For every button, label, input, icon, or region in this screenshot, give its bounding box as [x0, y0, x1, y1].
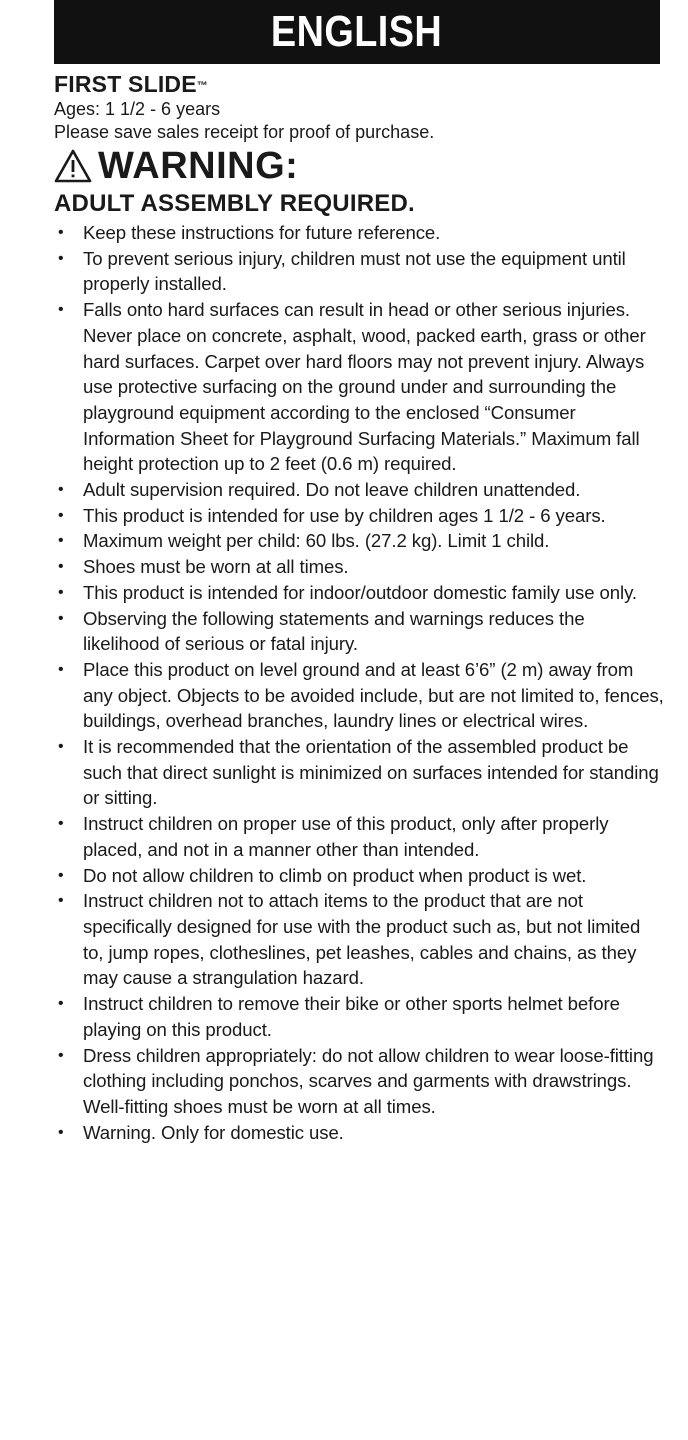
- bullet-point: •: [58, 660, 64, 678]
- bullet-point: •: [58, 558, 64, 576]
- instruction-content: [54, 70, 664, 1145]
- warning-item-text: Maximum weight per child: 60 lbs. (27.2 kg). Limit 1 child.: [83, 530, 550, 552]
- warning-list-item: [54, 606, 664, 657]
- warning-list-item: [54, 220, 664, 246]
- warning-list-item: [54, 503, 664, 529]
- age-range: Ages: 1 1/2 - 6 years: [54, 99, 221, 119]
- warning-item-text: Instruct children to remove their bike or other sports helmet before playing on this product.: [83, 993, 620, 1040]
- trademark-symbol: ™: [196, 80, 208, 92]
- bullet-point: •: [58, 609, 64, 627]
- warning-item-text: Do not allow children to climb on product when product is wet.: [83, 864, 587, 886]
- warning-item-text: Falls onto hard surfaces can result in head or other serious injuries. Never place on concrete, asphalt, wood, packed earth, grass or other hard surfaces. Carpet over hard floors may not prevent injury. Always use protective surfacing on the ground under and surrounding the playground equipment according to the enclosed “Consumer Information Sheet for Playground Surfacing Materials.” Maximum fall height protection up to 2 feet (0.6 m) required.: [83, 299, 646, 475]
- warning-list-item: [54, 246, 664, 297]
- warning-item-text: Dress children appropriately: do not allow children to wear loose-fitting clothing including ponchos, scarves and garments with drawstrings. Well-fitting shoes must be worn at all times.: [83, 1044, 654, 1117]
- warning-item-text: It is recommended that the orientation of the assembled product be such that direct sunlight is minimized on surfaces intended for standing or sitting.: [83, 736, 659, 809]
- bullet-point: •: [58, 815, 64, 833]
- adult-assembly-notice: ADULT ASSEMBLY REQUIRED.: [54, 190, 415, 217]
- warning-item-text: Keep these instructions for future reference.: [83, 222, 441, 243]
- warning-item-text: Place this product on level ground and at least 6’6” (2 m) away from any object. Objects to be avoided include, but are not limited to, fences, buildings, overhead branches, laundry lines or electrical wires.: [83, 658, 664, 732]
- language-title: ENGLISH: [271, 7, 443, 56]
- bullet-point: •: [58, 738, 64, 756]
- bullet-point: •: [58, 866, 64, 884]
- warning-list-item: [54, 811, 664, 862]
- warning-list-item: [54, 297, 664, 477]
- bullet-point: •: [58, 481, 64, 499]
- warning-list-item: [54, 554, 664, 580]
- warning-heading: [54, 144, 664, 188]
- warning-item-text: Adult supervision required. Do not leave children unattended.: [83, 479, 581, 501]
- warning-item-text: This product is intended for use by children ages 1 1/2 - 6 years.: [83, 504, 606, 526]
- bullet-point: •: [58, 1046, 64, 1064]
- warning-item-text: Instruct children on proper use of this product, only after properly placed, and not in a manner other than intended.: [83, 813, 609, 860]
- warning-list-item: [54, 1043, 664, 1120]
- warning-list-item: [54, 991, 664, 1042]
- product-name: FIRST SLIDE: [54, 71, 197, 97]
- bullet-point: •: [58, 995, 64, 1013]
- warning-list-item: [54, 863, 664, 889]
- receipt-note: Please save sales receipt for proof of purchase.: [54, 122, 435, 142]
- warning-list-item: [54, 734, 664, 811]
- bullet-point: •: [58, 301, 64, 319]
- bullet-point: •: [58, 506, 64, 524]
- bullet-point: •: [58, 583, 64, 601]
- bullet-point: •: [58, 892, 64, 910]
- bullet-point: •: [58, 224, 64, 241]
- bullet-point: •: [58, 532, 64, 550]
- warning-list-item: [54, 580, 664, 606]
- warning-list-item: [54, 657, 664, 734]
- warning-list-item: [54, 1120, 664, 1146]
- warning-item-text: Warning. Only for domestic use.: [83, 1121, 344, 1143]
- language-header: [54, 0, 660, 64]
- warning-title: WARNING:: [98, 145, 299, 187]
- warning-item-text: Instruct children not to attach items to the product that are not specifically designed for use with the product such as, but not limited to, jump ropes, clotheslines, pet leashes, cables and chains, as they may cause a strangulation hazard.: [83, 890, 641, 989]
- warning-triangle-icon: [54, 149, 92, 183]
- bullet-point: •: [58, 249, 64, 267]
- warning-item-text: To prevent serious injury, children must not use the equipment until properly installed.: [83, 247, 626, 295]
- warning-list-item: [54, 888, 664, 991]
- warning-list: [54, 220, 664, 1145]
- warning-item-text: Observing the following statements and warnings reduces the likelihood of serious or fatal injury.: [83, 607, 585, 655]
- warning-list-item: [54, 528, 664, 554]
- product-title: [54, 70, 664, 98]
- warning-list-item: [54, 477, 664, 503]
- warning-item-text: This product is intended for indoor/outdoor domestic family use only.: [83, 581, 637, 603]
- bullet-point: •: [58, 1123, 64, 1141]
- warning-item-text: Shoes must be worn at all times.: [83, 556, 349, 578]
